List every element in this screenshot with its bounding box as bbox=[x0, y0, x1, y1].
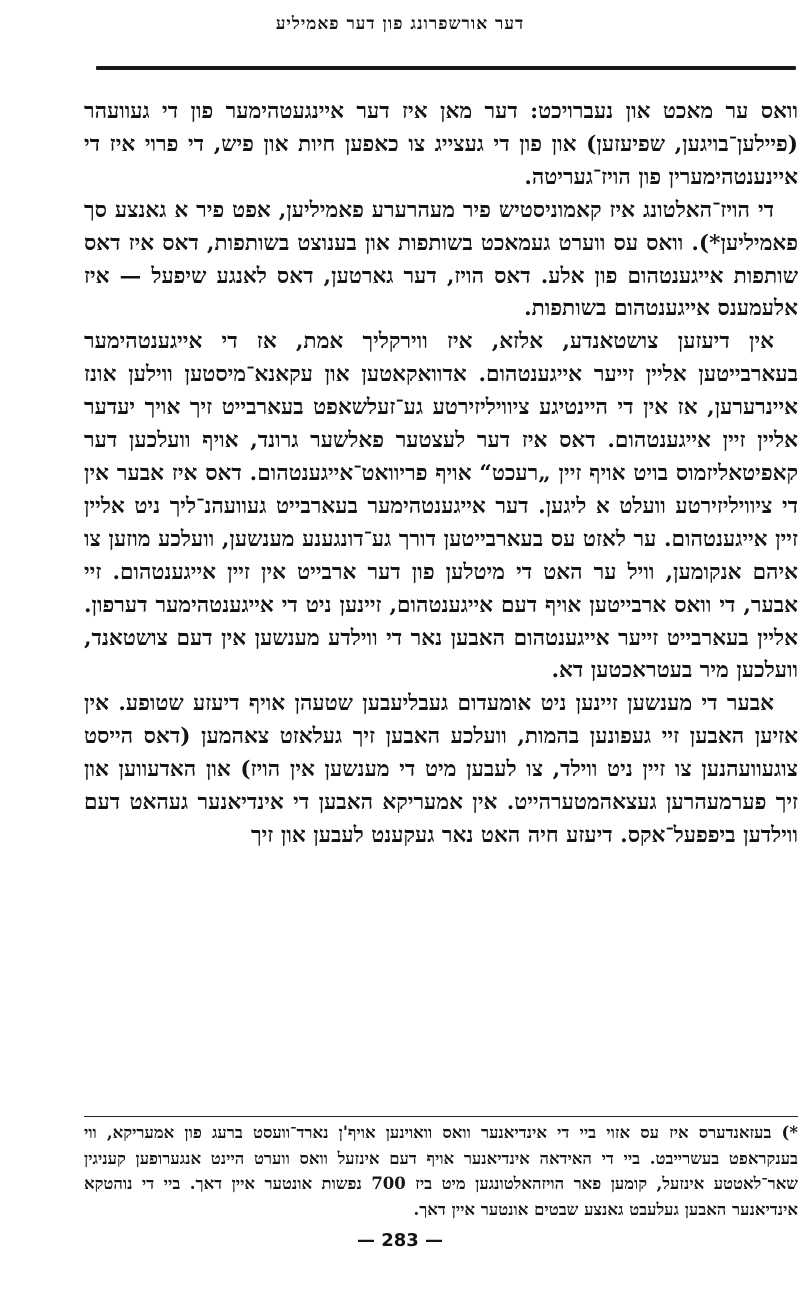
main-text bbox=[84, 96, 798, 853]
paragraph-4: אבער די מענשען זיינען ניט אומעדום געבליעבען שטעהן אויף דיעזע שטופע. אין אזיען האבען זיי געפונען בהמות, וועלכע האבען זיך געלאזט צאהמען (דאס הייסט צוגעוועהנען צו זיין ניט ווילד, צו לעבען מיט די מענשען אין הויז) און האדעווען און זיך פערמעהרען געצאהמטערהייט. אין אמעריקא האבען די אינדיאנער געהאט דעם ווילדען ביפפעל־אקס. דיעזע חיה האט נאר געקענט לעבען און זיך bbox=[84, 691, 798, 848]
paragraph-2: די הויז־האלטונג איז קאמוניסטיש פיר מעהרערע פאמיליען, אפט פיר א גאנצע סך פאמיליען*). וואס עס ווערט געמאכט בשותפות און בענוצט בשותפות, דאס איז דאס שותפות אייגענטהום פון אלע. דאס הויז, דער גארטען, דאס לאנגע שיפעל — איז אלעמענס אייגענטהום בשותפות. bbox=[84, 197, 798, 322]
footnote: *) בעזאנדערס איז עס אזוי ביי די אינדיאנער וואס וואוינען אויף'ן נארד־וועסט ברעג פון אמעריקא, ווי בענקראפט בעשרייבט. ביי די האידאה אינדיאנער אויף דעם אינזעל וואס ווערט היינט אנגערופען קעניגין שאר־לאטטע אינזעל, קומען פאר הויזהאלטונגען מיט ביז 700 נפשות אונטער איין דאך. ביי די נוהטקא אינדיאנער האבען געלעבט גאנצע שבטים אונטער איין דאך. bbox=[84, 1123, 798, 1219]
paragraph-3: אין דיעזען צושטאנדע, אלזא, איז ווירקליך אמת, אז די אייגענטהימער בעארבייטען אליין זייער אייגענטהום. אדוואקאטען און עקאנא־מיסטען ווילען אונז איינרערען, אז אין די היינטיגע ציוויליזירטע גע־זעלשאפט בעארבייט זיך אויך יעדער אליין זיין אייגענטהום. דאס איז דער לעצטער פאלשער גרונד, אויף וועלכען דער קאפיטאליזמוס בויט אויף זיין „רעכט“ אויף פריוואט־אייגענטהום. דאס איז אבער אין די ציוויליזירטע וועלט א ליגען. דער אייגענטהימער בעארבייט געוועהנ־ליך ניט אליין זיין אייגענטהום. ער לאזט עס בעארבייטען דורך גע־דונגענע מענשען, וועלכע מוזען צו איהם אנקומען, וויל ער האט די מיטלען פון דער ארבייט אין זיין אייגענטהום. זיי אבער, די וואס ארבייטען אויף דעם אייגענטהום, זיינען ניט די אייגענטהימער דערפון. אליין בעארבייט זייער אייגענטהום האבען נאר די ווילדע מענשען אין דעם צושטאנד, וועלכען מיר בעטראכטען דא. bbox=[84, 329, 798, 684]
running-head: דער אורשפרונג פון דער פאמיליע bbox=[275, 14, 525, 34]
page-number: — 283 — bbox=[356, 1230, 444, 1251]
header-rule bbox=[96, 66, 796, 70]
paragraph-1: וואס ער מאכט און נעברויכט: דער מאן איז דער איינגעטהימער פון די געוועהר (פיילען־בויגען, שפיעזען) און פון די געצייג צו כאפען חיות און פיש, די פרוי איז די איינענטהימערין פון הויז־געריטה. bbox=[84, 99, 798, 190]
footnote-rule bbox=[84, 1116, 798, 1117]
